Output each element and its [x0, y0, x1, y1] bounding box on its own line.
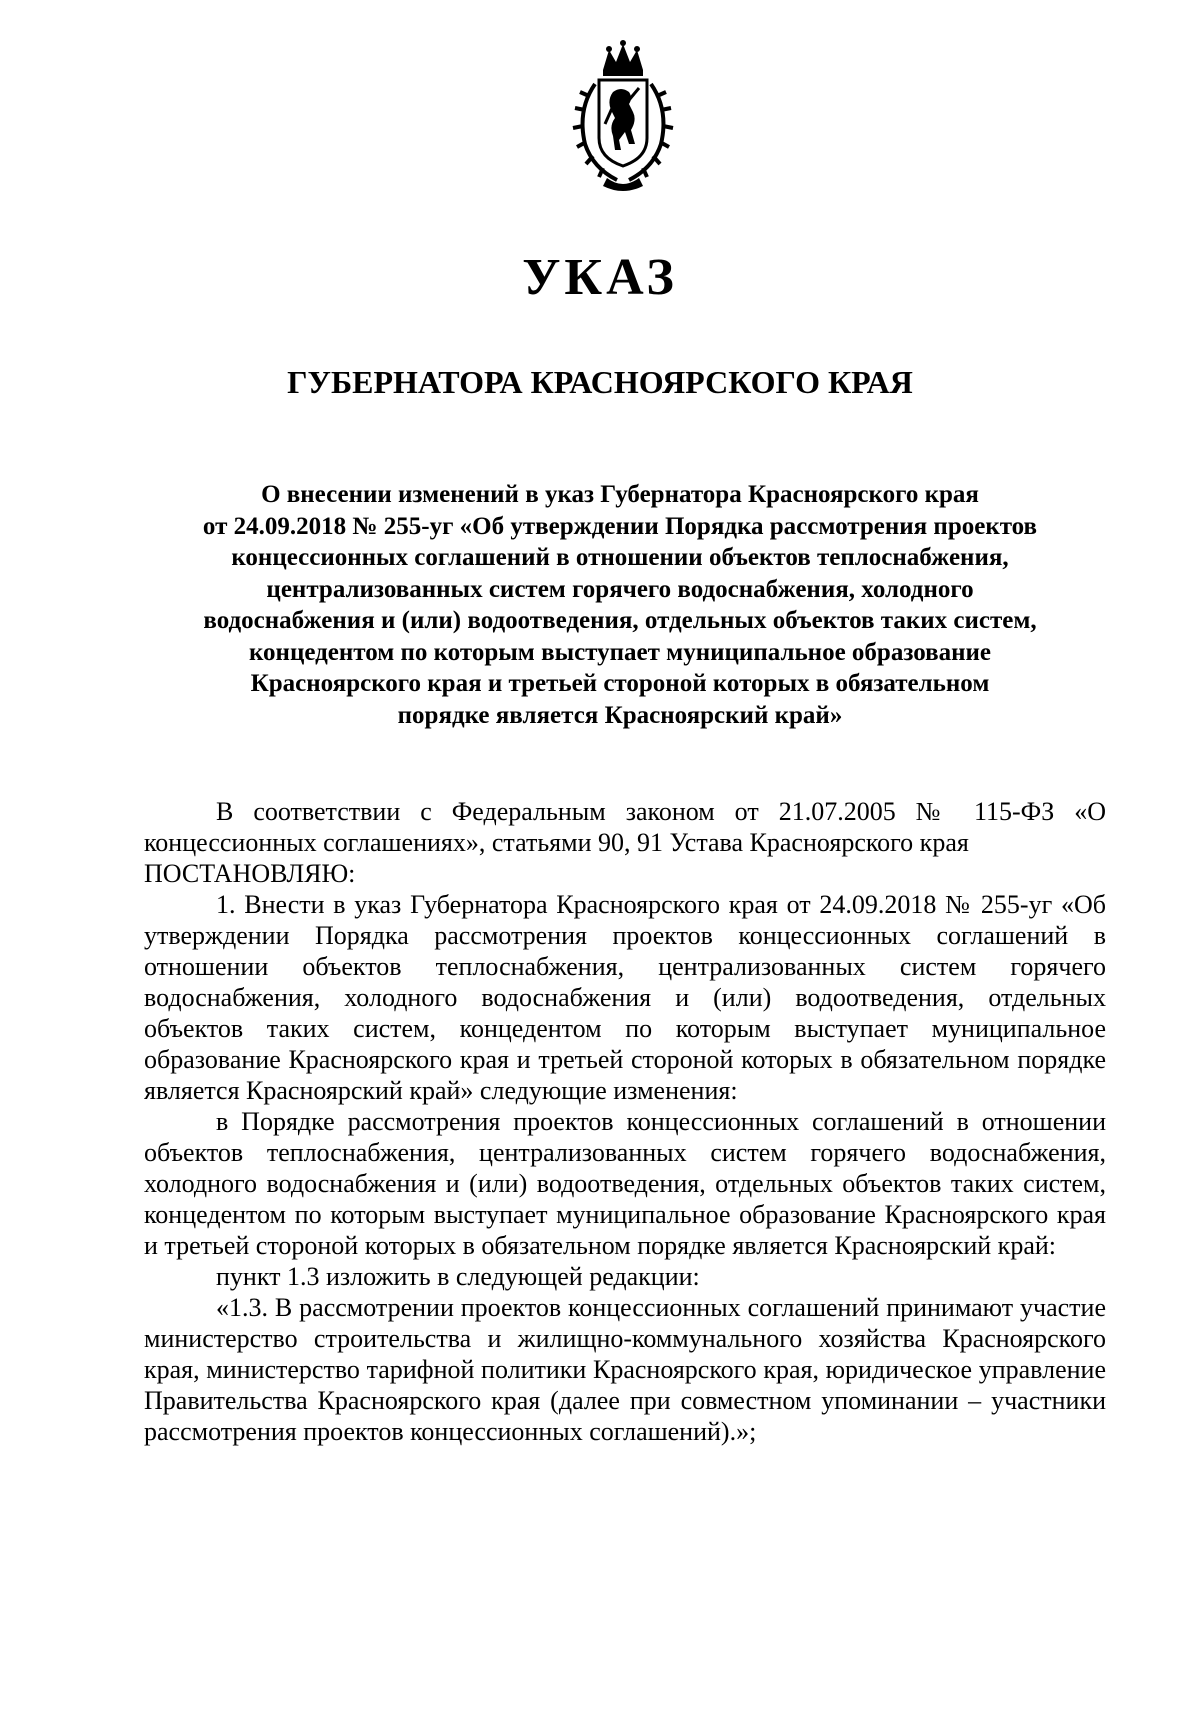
clause-instruction: пункт 1.3 изложить в следующей редакции: — [216, 1262, 700, 1291]
heading-line: концессионных соглашений в отношении объектов теплоснабжения, — [231, 544, 1009, 571]
heading-line: Красноярского края и третьей стороной которых в обязательном — [250, 670, 990, 697]
heading-line: водоснабжения и (или) водоотведения, отдельных объектов таких систем, — [203, 607, 1037, 634]
document-body — [144, 796, 1106, 1447]
heading-line: от 24.09.2018 № 255-уг «Об утверждении Порядка рассмотрения проектов — [202, 512, 1038, 540]
coat-of-arms-icon — [559, 40, 687, 192]
heading-line: централизованных систем горячего водоснабжения, холодного — [266, 575, 974, 603]
document-heading — [130, 479, 1110, 731]
document-title: УКАЗ — [522, 249, 678, 306]
document-issuer: ГУБЕРНАТОРА КРАСНОЯРСКОГО КРАЯ — [287, 364, 913, 400]
order-paragraph: в Порядке рассмотрения проектов концессионных соглашений в отношении объектов теплоснабжения, централизованных систем горячего водоснабжения, холодного водоснабжения и (или) водоотведения, отдельных объектов таких систем, концедентом по которым выступает муниципальное образование Красноярского края и третьей стороной которых в обязательном порядке является Красноярский край: — [144, 1107, 1106, 1260]
resolution-keyword: ПОСТАНОВЛЯЮ: — [144, 859, 356, 888]
heading-line: О внесении изменений в указ Губернатора Красноярского края — [261, 481, 979, 508]
amendment-paragraph: 1. Внести в указ Губернатора Красноярского края от 24.09.2018 № 255-уг «Об утверждении Порядка рассмотрения проектов концессионных соглашений в отношении объектов теплоснабжения, централизованных систем горячего водоснабжения, холодного водоснабжения и (или) водоотведения, отдельных объектов таких систем, концедентом по которым выступает муниципальное образование Красноярского края и третьей стороной которых в обязательном порядке является Красноярский край» следующие изменения: — [144, 890, 1106, 1105]
preamble-paragraph: В соответствии с Федеральным законом от 21.07.2005 № 115-ФЗ «О концессионных соглашениях», статьями 90, 91 Устава Красноярского края — [144, 797, 1106, 857]
heading-line: порядке является Красноярский край» — [397, 701, 843, 729]
clause-text: «1.3. В рассмотрении проектов концессионных соглашений принимают участие министерство строительства и жилищно-коммунального хозяйства Красноярского края, министерство тарифной политики Красноярского края, юридическое управление Правительства Красноярского края (далее при совместном упоминании – участники рассмотрения проектов концессионных соглашений).»; — [144, 1293, 1106, 1446]
heading-line: концедентом по которым выступает муниципальное образование — [248, 638, 992, 666]
